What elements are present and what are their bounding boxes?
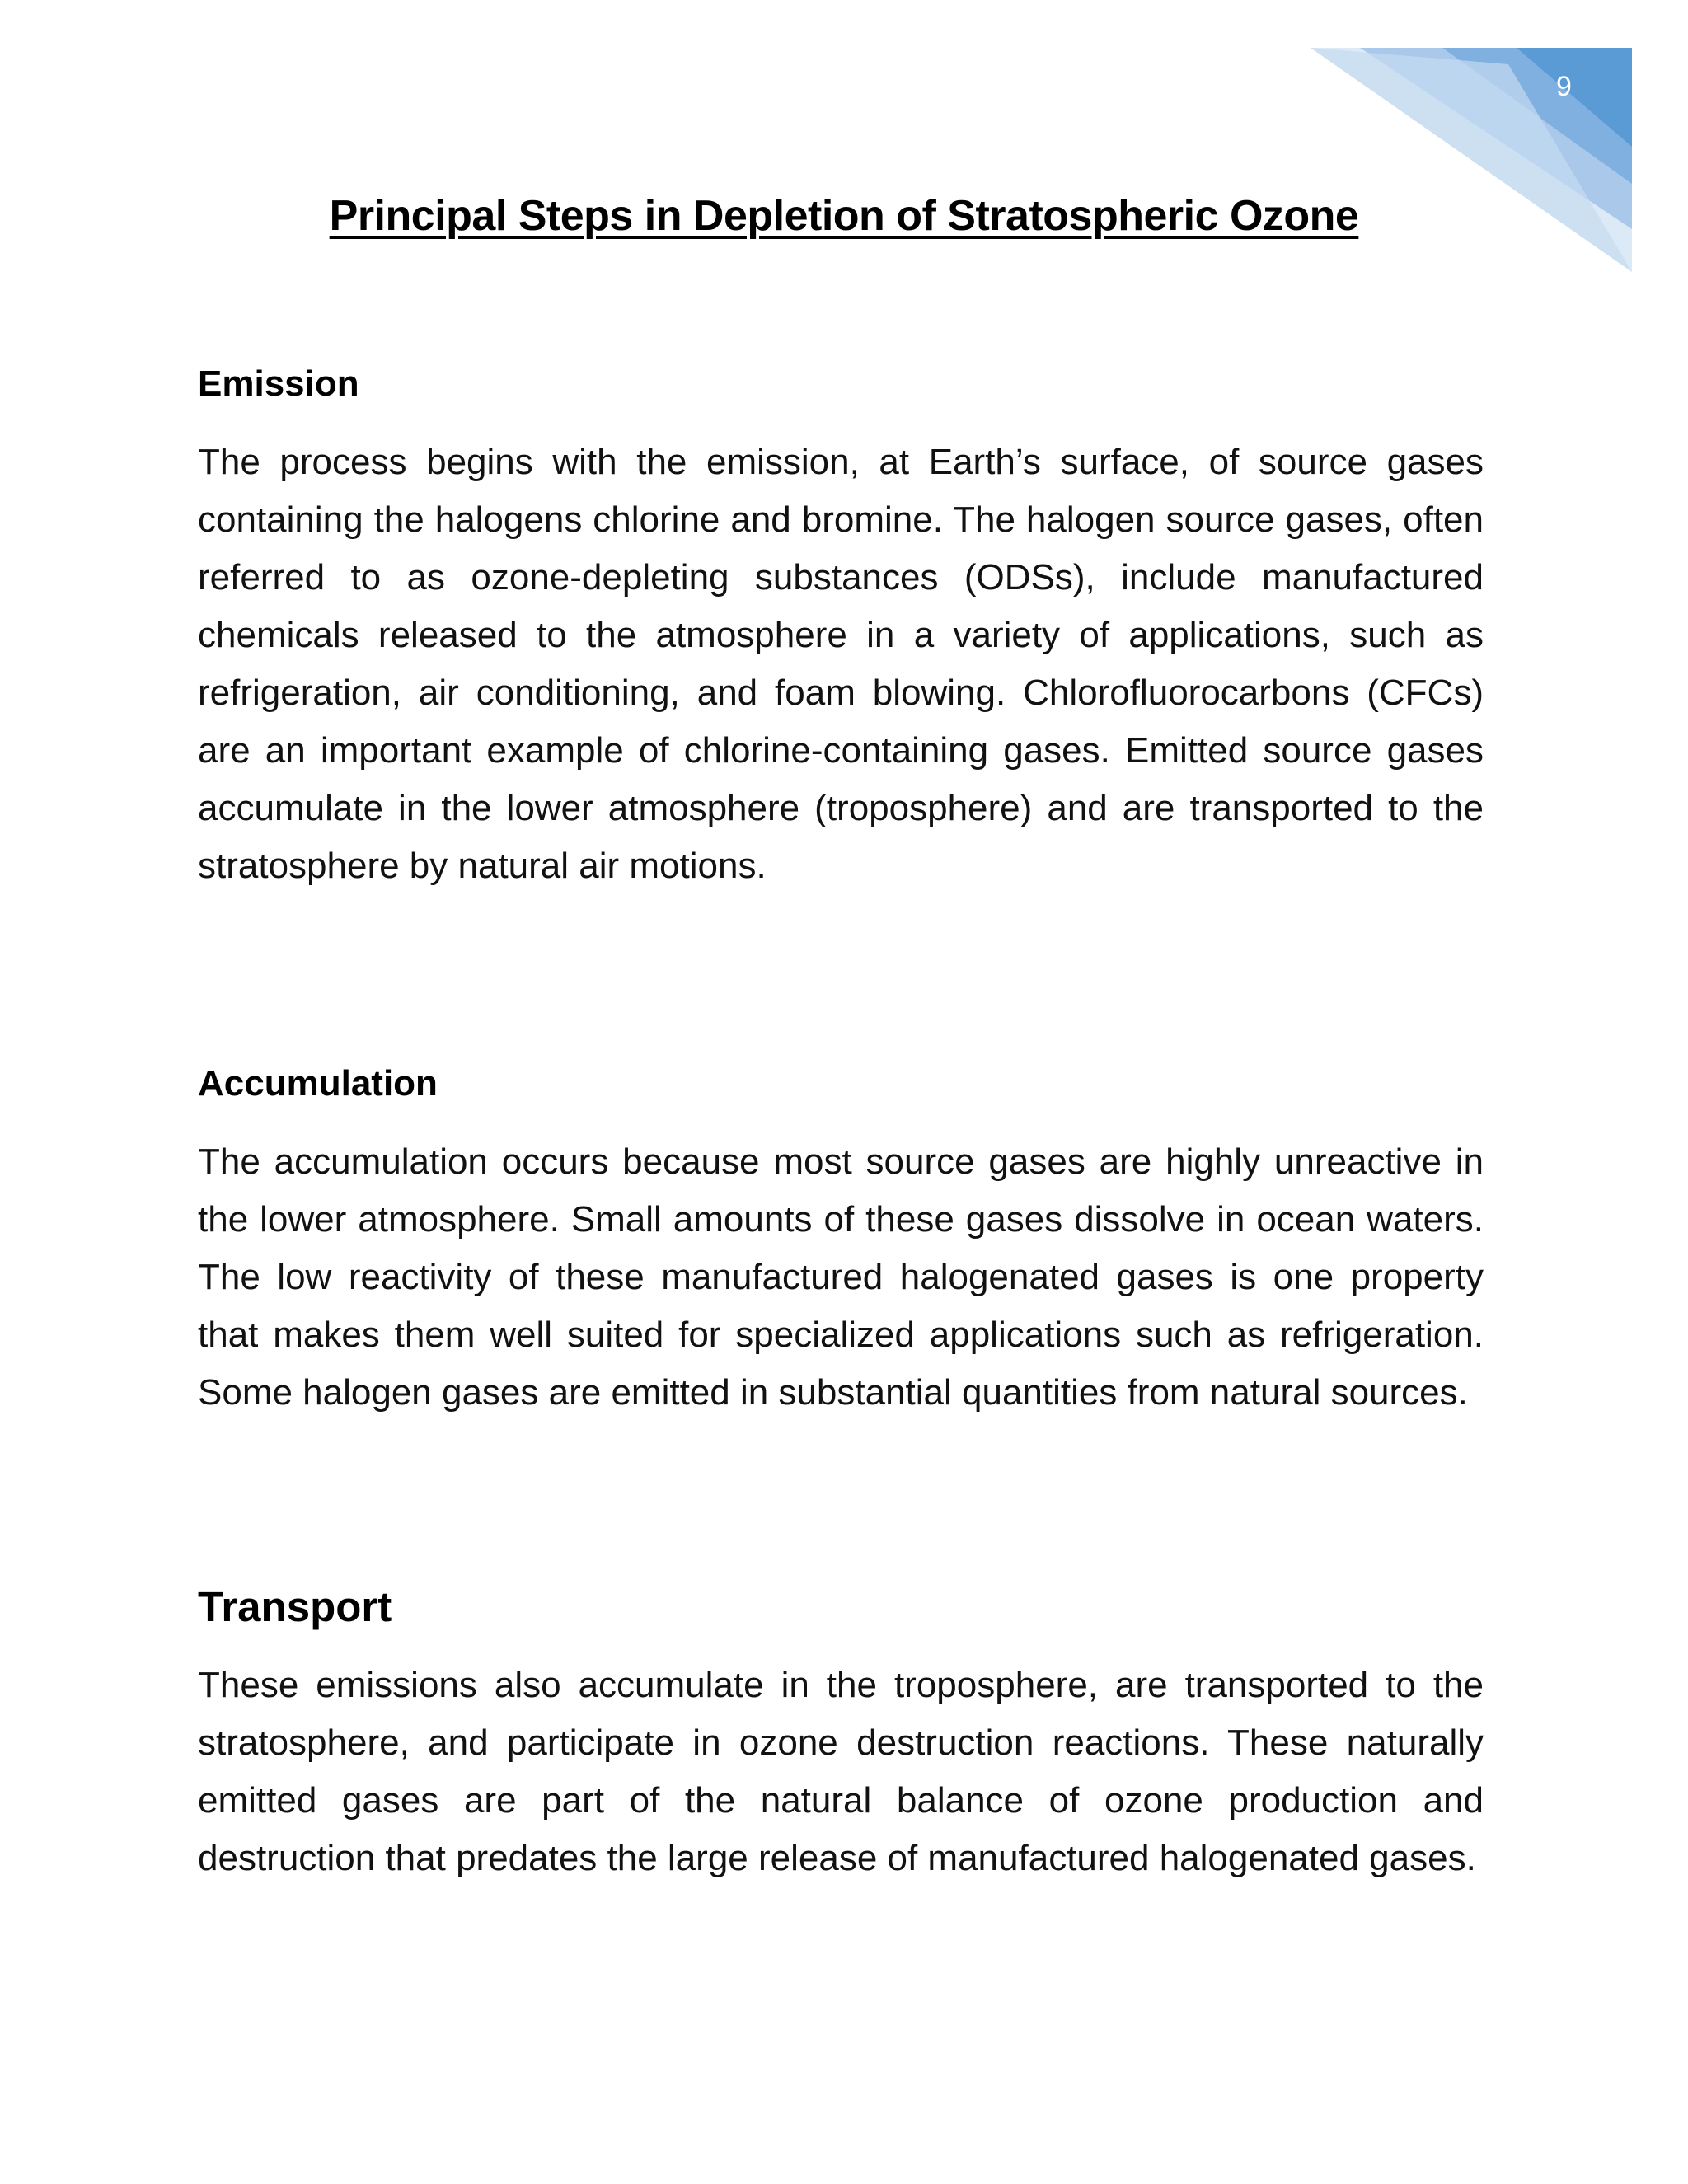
page-title: Principal Steps in Depletion of Stratospheric Ozone xyxy=(329,192,1359,240)
section-heading: Accumulation xyxy=(198,1063,438,1104)
section-heading: Transport xyxy=(198,1583,392,1630)
section-heading: Emission xyxy=(198,363,359,404)
section-body: The process begins with the emission, at Earth’s surface, of source gases containing the halogens chlorine and bromine. The halogen source gases, often referred to as ozone-depleting substances (ODSs), include manufactured chemicals released to the atmosphere in a variety of applications, such as refrigeration, air conditioning, and foam blowing. Chlorofluorocarbons (CFCs) are an important example of chlorine-containing gases. Emitted source gases accumulate in the lower atmosphere (troposphere) and are transported to the stratosphere by natural air motions. xyxy=(198,442,1484,886)
section-transport xyxy=(198,1584,1484,1887)
section-emission xyxy=(198,361,1484,895)
page-number: 9 xyxy=(1556,71,1572,102)
section-body: These emissions also accumulate in the troposphere, are transported to the stratosphere, and participate in ozone destruction reactions. These naturally emitted gases are part of the natural balance of ozone production and destruction that predates the large release of manufactured halogenated gases. xyxy=(198,1665,1484,1878)
section-accumulation xyxy=(198,1061,1484,1422)
section-body: The accumulation occurs because most source gases are highly unreactive in the lower atmosphere. Small amounts of these gases dissolve in ocean waters. The low reactivity of these manufactured halogenated gases is one property that makes them well suited for specialized applications such as refrigeration. Some halogen gases are emitted in substantial quantities from natural sources. xyxy=(198,1141,1484,1413)
